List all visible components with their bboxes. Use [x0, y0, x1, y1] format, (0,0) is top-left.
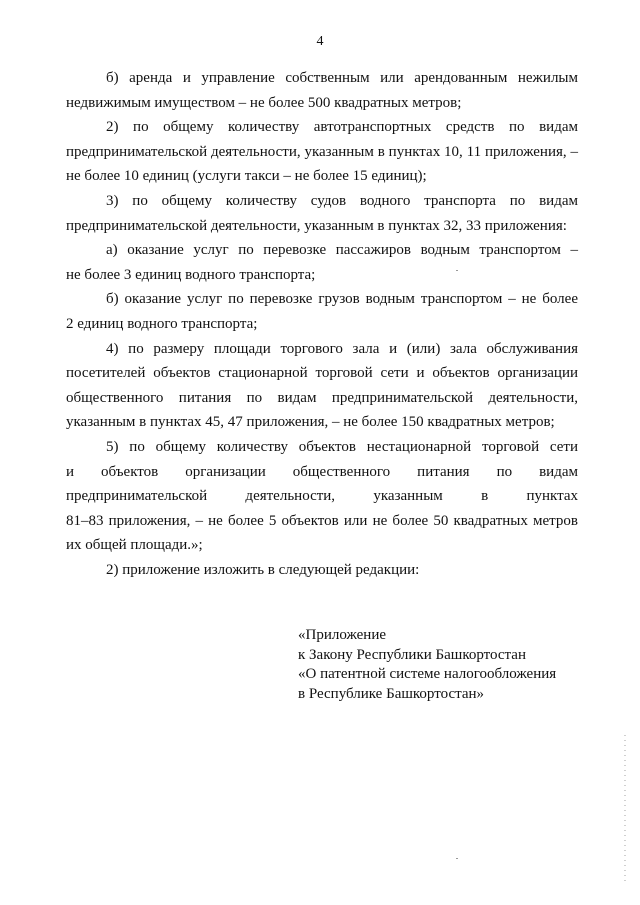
paragraph-passenger-transport [66, 238, 578, 287]
text-line: не более 3 единиц водного транспорта; [66, 266, 316, 283]
appendix-line: в Республике Башкортостан» [298, 685, 485, 702]
paragraph-trade-hall-area [66, 337, 578, 435]
text-line: а) оказание услуг по перевозке пассажиров водным транспортом – [106, 242, 578, 259]
scan-speck [456, 270, 458, 271]
text-line: предпринимательской деятельности, указанным в пунктах 32, 33 приложения: [66, 217, 567, 234]
paragraph-appendix-instruction [66, 558, 578, 583]
text-line: 2) по общему количеству автотранспортных средств по видам [106, 119, 578, 136]
text-line: 5) по общему количеству объектов нестационарной торговой сети [106, 438, 578, 455]
appendix-heading [298, 626, 556, 704]
paragraph-motor-vehicles [66, 115, 578, 189]
scan-edge-artifact [624, 735, 626, 885]
scan-speck [456, 858, 458, 859]
text-line: и объектов организации общественного питания по видам [66, 463, 578, 480]
page-number: 4 [316, 34, 324, 49]
text-line: предпринимательской деятельности, указанным в пунктах [66, 488, 578, 505]
text-line: не более 10 единиц (услуги такси – не более 15 единиц); [66, 168, 427, 185]
text-line: общественного питания по видам предпринимательской деятельности, [66, 389, 578, 406]
paragraph-water-vessels [66, 189, 578, 238]
paragraph-lease-property [66, 66, 578, 115]
text-line: 81–83 приложения, – не более 5 объектов или не более 50 квадратных метров [66, 512, 578, 529]
paragraph-non-stationary-trade [66, 435, 578, 558]
paragraph-cargo-transport [66, 287, 578, 336]
text-line: посетителей объектов стационарной торговой сети и объектов организации [66, 365, 578, 382]
text-line: указанным в пунктах 45, 47 приложения, – не более 150 квадратных метров; [66, 414, 555, 431]
text-line: предпринимательской деятельности, указанным в пунктах 10, 11 приложения, – [66, 143, 578, 160]
text-line: б) аренда и управление собственным или арендованным нежилым [106, 70, 578, 86]
text-line: их общей площади.»; [66, 537, 203, 554]
text-line: 2 единиц водного транспорта; [66, 315, 258, 332]
appendix-line: «О патентной системе налогообложения [298, 666, 557, 682]
document-body [66, 66, 578, 582]
text-line: 2) приложение изложить в следующей редакции: [106, 561, 420, 578]
text-line: 4) по размеру площади торгового зала и (или) зала обслуживания [106, 340, 578, 357]
text-line: 3) по общему количеству судов водного транспорта по видам [106, 192, 578, 209]
appendix-line: к Закону Республики Башкортостан [298, 646, 526, 663]
text-line: б) оказание услуг по перевозке грузов водным транспортом – не более [106, 291, 578, 308]
text-line: недвижимым имуществом – не более 500 квадратных метров; [66, 94, 462, 111]
appendix-line: «Приложение [298, 627, 387, 643]
